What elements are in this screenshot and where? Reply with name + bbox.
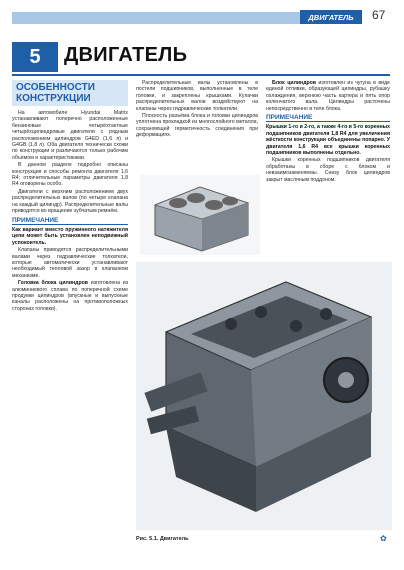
title-rule: [12, 74, 390, 76]
column-1: [12, 80, 128, 313]
paragraph: На автомобиле Hyundai Matrix устанавливают поперечно расположенные бензиновые четырёхтактные четырёхцилиндровые двигатели с рядным расположением цилиндров G4ED (1,6 л) и G4GB (1,8 л). Оба двигателя технически схожи по конструкции и различаются только рабочим объёмом и характеристиками.: [12, 110, 128, 161]
paragraph: Крышки коренных подшипников двигателя обработаны в сборе с блоком и невзаимозаменяемы. Снизу блок цилиндров закрыт масляным поддоном.: [266, 157, 390, 183]
leaf-icon: ✿: [380, 534, 387, 543]
chapter-number: 5: [12, 42, 58, 72]
note-heading: ПРИМЕЧАНИЕ: [266, 115, 390, 122]
paragraph: В данном разделе подробно описаны конструкция и способы ремонта двигателя 1,6 R4; отличительные параметры двигателя 1,8 R4 оговорены особо.: [12, 162, 128, 188]
paragraph: Плоскость разъёма блока и головки цилиндров уплотнена прокладкой из многослойного металла, сохраняющей герметичность соединения при деформациях.: [136, 113, 258, 139]
note-heading: ПРИМЕЧАНИЕ: [12, 218, 128, 225]
paragraph: Двигатели с верхним расположением двух распределительных валов (по четыре клапана на каждый цилиндр). Распределительные валы приводятся во вращение зубчатым ремнём.: [12, 188, 128, 215]
subheading: Головка блока цилиндров: [18, 280, 88, 287]
paragraph: изготовлена из алюминиевого сплава по поперечной схеме продувки цилиндров (впускные и выпускные каналы расположены на противоположных сторонах головки).: [12, 280, 128, 312]
header-rule: [12, 12, 312, 24]
note-text: Крышки 1-го и 2-го, а также 4-го и 5-го коренных подшипников двигателя 1,8 R4 для увеличения жёсткости конструкции объединены попарно. У двигателя 1,6 R4 все крышки коренных подшипников выполнены отдельно.: [266, 124, 390, 157]
column-3: [266, 80, 390, 184]
subheading: Блок цилиндров: [272, 80, 317, 86]
section-heading: ОСОБЕННОСТИ КОНСТРУКЦИИ: [12, 80, 128, 106]
section-tab: ДВИГАТЕЛЬ: [300, 10, 362, 24]
figure-caption: Рис. 5.1. Двигатель: [136, 536, 189, 542]
paragraph: изготовлен из чугуна в виде единой отливки, образующей цилиндры, рубашку охлаждения, верхнюю часть картера и пять опор коленчатого вала. Цилиндры расточены непосредственно в теле блока.: [266, 80, 390, 112]
paragraph: Распределительные валы установлены в постели подшипников, выполненные в теле головки, и закреплены крышками. Кулачки распределительных валов воздействуют на клапаны через гидравлические толкатели.: [136, 80, 258, 112]
page-number: 67: [372, 8, 386, 22]
paragraph: Клапаны приводятся распределительными валами через гидравлические толкатели, которые автоматически устанавливают необходимый тепловой зазор в клапанном механизме.: [12, 247, 128, 279]
chapter-title: ДВИГАТЕЛЬ: [64, 44, 188, 66]
engine-image: [136, 262, 392, 530]
cylinder-block-image: [140, 175, 260, 255]
column-2: [136, 80, 258, 140]
note-text: Как вариант вместо пружинного натяжителя цепи может быть установлен неподвижный успокоитель.: [12, 226, 128, 246]
